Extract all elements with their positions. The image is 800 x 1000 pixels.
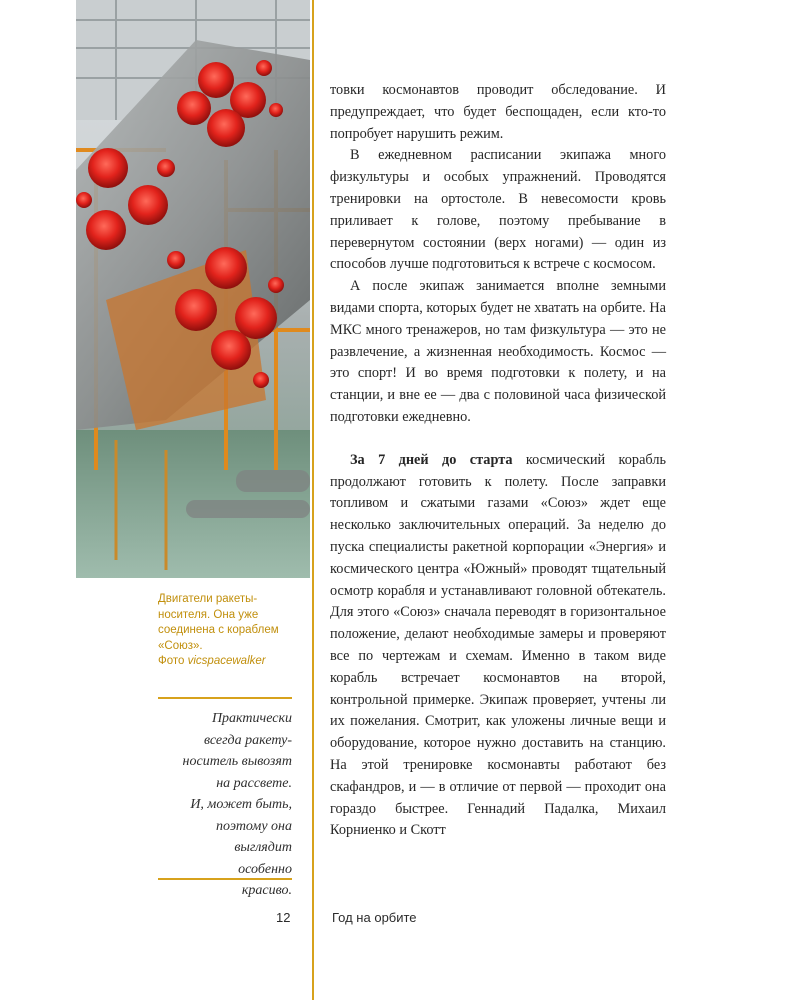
caption-line-4: «Союз». [158, 639, 203, 652]
pull-quote [160, 708, 292, 902]
caption-credit [158, 654, 298, 670]
rocket-engines-photo [76, 0, 310, 578]
caption-line-2: носителя. Она уже [158, 608, 259, 621]
quote-line: всегда ракету- [203, 732, 292, 748]
quote-line: носитель вывозят [182, 754, 292, 769]
quote-line: выглядит [234, 840, 292, 855]
quote-bottom-rule [158, 878, 292, 880]
quote-line: красиво. [241, 883, 292, 898]
photo-illustration [76, 0, 310, 578]
caption-credit-name: vicspacewalker [187, 655, 266, 667]
paragraph-4-lead: За 7 дней до старта [350, 451, 513, 468]
photo-caption [158, 592, 298, 670]
caption-credit-prefix: Фото [158, 655, 188, 667]
paragraph-2: В ежедневном расписании экипажа много физкультуры и особых упражнений. Проводятся тренировки на ортостоле. В невесомости кровь приливает к голове, поэтому пребывание в перевернутом состоянии (верх ногами) — один из способов лучше подготовиться к встрече с космосом. [330, 147, 666, 273]
page-number: 12 [276, 910, 291, 925]
quote-line: И, может быть, [190, 797, 292, 812]
quote-line: особенно [238, 861, 292, 877]
caption-line-3: соединена с кораблем [158, 624, 279, 636]
paragraph-3: А после экипаж занимается вполне земными видами спорта, которых будет не хватать на орбите. На МКС много тренажеров, но там физкультура — это не развлечение, а жизненная необходимость. Космос — это спорт! И во время подготовки к полету, и на станции, и вне ее — два с половиной часа физической подготовки ежедневно. [330, 278, 666, 425]
paragraph-1: товки космонавтов проводит обследование. И предупреждает, что будет беспощаден, если кто-то попробует нарушить режим. [330, 82, 666, 142]
paragraph-4 [330, 450, 666, 842]
main-text-column [330, 80, 666, 842]
quote-line: на рассвете. [216, 775, 292, 791]
running-title: Год на орбите [332, 910, 417, 925]
quote-line: Практически [211, 711, 292, 726]
vertical-accent-rule [312, 0, 314, 1000]
quote-top-rule [158, 697, 292, 699]
quote-line: поэтому она [216, 818, 292, 834]
caption-line-1: Двигатели ракеты- [158, 593, 258, 605]
paragraph-4-body: космический корабль продолжают готовить к полету. После заправки топливом и сжатыми газами «Союз» ждет еще несколько заключительных операций. За неделю до пуска специалисты ракетной корпорации «Энергия» и космического центра «Южный» проводят тщательный осмотр корабля и устанавливают головной обтекатель. Для этого «Союз» сначала переводят в горизонтальное положение, делают необходимые замеры и проверяют все по чертежам и схемам. Именно в таком виде корабль встречает космонавтов на второй, контрольной примерке. Экипаж проверяет, учтены ли их пожелания. Смотрит, как уложены личные вещи и оборудование, которое нужно доставить на станцию. На этой тренировке космонавты работают без скафандров, и — в отличие от первой — проходит она гораздо быстрее. Геннадий Падалка, Михаил Корниенко и Скотт [330, 451, 666, 839]
